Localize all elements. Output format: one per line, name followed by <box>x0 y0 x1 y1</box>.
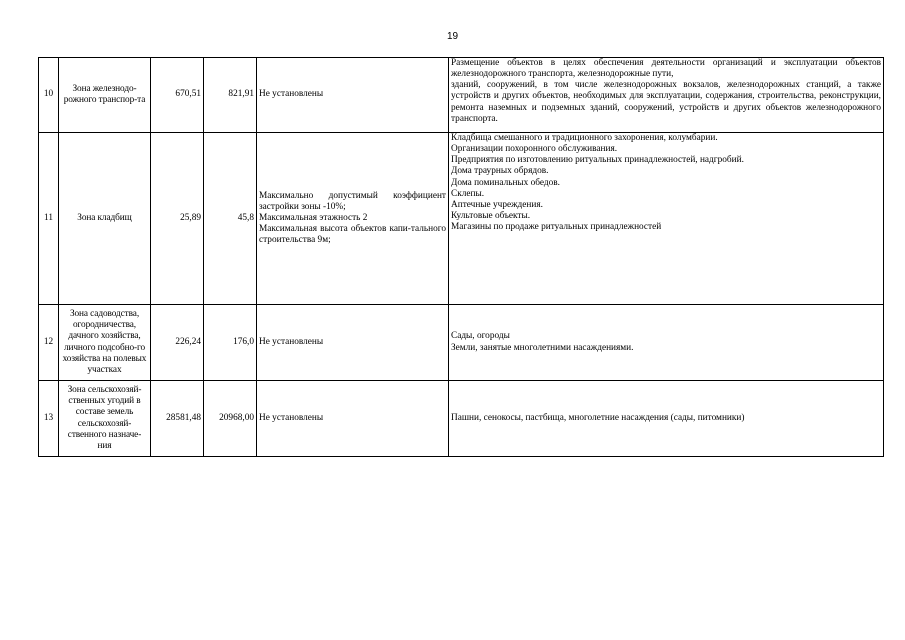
zone-name: Зона кладбищ <box>59 133 151 305</box>
use-line: Предприятия по изготовлению ритуальных принадлежностей, надгробий. <box>451 155 744 166</box>
use-line: Размещение объектов в целях обеспечения деятельности организаций и эксплуатации объектов железнодорожного транспорта, железнодорожные пути, <box>451 58 881 80</box>
area-value-2: 20968,00 <box>204 381 257 457</box>
parameter-line: Максимально допустимый коэффициент застройки зоны -10%; <box>259 190 446 212</box>
use-line: Дома поминальных обедов. <box>451 177 560 188</box>
zone-name: Зона садоводства, огородничества, дачного хозяйства, личного подсобно-го хозяйства на полевых участках <box>59 305 151 381</box>
use-line: Склепы. <box>451 188 485 199</box>
parameter-line: Максимальная этажность 2 <box>259 212 368 223</box>
zone-parameters <box>257 58 449 133</box>
table-row <box>39 133 884 305</box>
zone-name: Зона сельскохозяй-ственных угодий в составе земель сельскохозяй-ственного назначе-ния <box>59 381 151 457</box>
use-line: Земли, занятые многолетними насаждениями. <box>451 342 634 353</box>
parameter-line: Не установлены <box>259 89 324 100</box>
area-value-2: 176,0 <box>204 305 257 381</box>
permitted-uses <box>449 58 884 133</box>
use-line: Организации похоронного обслуживания. <box>451 144 618 155</box>
zone-parameters <box>257 133 449 305</box>
zone-parameters <box>257 305 449 381</box>
area-value-1: 226,24 <box>151 305 204 381</box>
area-value-2: 821,91 <box>204 58 257 133</box>
row-number: 10 <box>39 58 59 133</box>
area-value-1: 28581,48 <box>151 381 204 457</box>
use-line: Магазины по продаже ритуальных принадлежностей <box>451 222 662 233</box>
row-number: 13 <box>39 381 59 457</box>
use-line: Сады, огороды <box>451 331 510 342</box>
zone-name: Зона железнодо-рожного транспор-та <box>59 58 151 133</box>
table-row <box>39 58 884 133</box>
table-row <box>39 305 884 381</box>
use-line: зданий, сооружений, в том числе железнодорожных вокзалов, железнодорожных станций, а также устройств и других объектов, необходимых для эксплуатации, содержания, строительства, реконструкции, ремонта наземных и подземных зданий, сооружений, устройств и других объектов железнодорожного транспорта. <box>451 80 881 124</box>
zones-table <box>38 57 884 457</box>
use-line: Аптечные учреждения. <box>451 199 543 210</box>
permitted-uses <box>449 133 884 305</box>
permitted-uses <box>449 381 884 457</box>
use-line: Пашни, сенокосы, пастбища, многолетние насаждения (сады, питомники) <box>451 412 745 423</box>
use-line: Культовые объекты. <box>451 211 531 222</box>
table-row <box>39 381 884 457</box>
area-value-1: 670,51 <box>151 58 204 133</box>
use-line: Дома траурных обрядов. <box>451 166 549 177</box>
permitted-uses <box>449 305 884 381</box>
use-line: Кладбища смешанного и традиционного захоронения, колумбарии. <box>451 133 718 143</box>
parameter-line: Максимальная высота объектов капи-тального строительства 9м; <box>259 224 446 246</box>
zone-parameters <box>257 381 449 457</box>
parameter-line: Не установлены <box>259 336 324 347</box>
row-number: 12 <box>39 305 59 381</box>
area-value-2: 45,8 <box>204 133 257 305</box>
page-number: 19 <box>446 31 459 42</box>
parameter-line: Не установлены <box>259 412 324 423</box>
row-number: 11 <box>39 133 59 305</box>
area-value-1: 25,89 <box>151 133 204 305</box>
